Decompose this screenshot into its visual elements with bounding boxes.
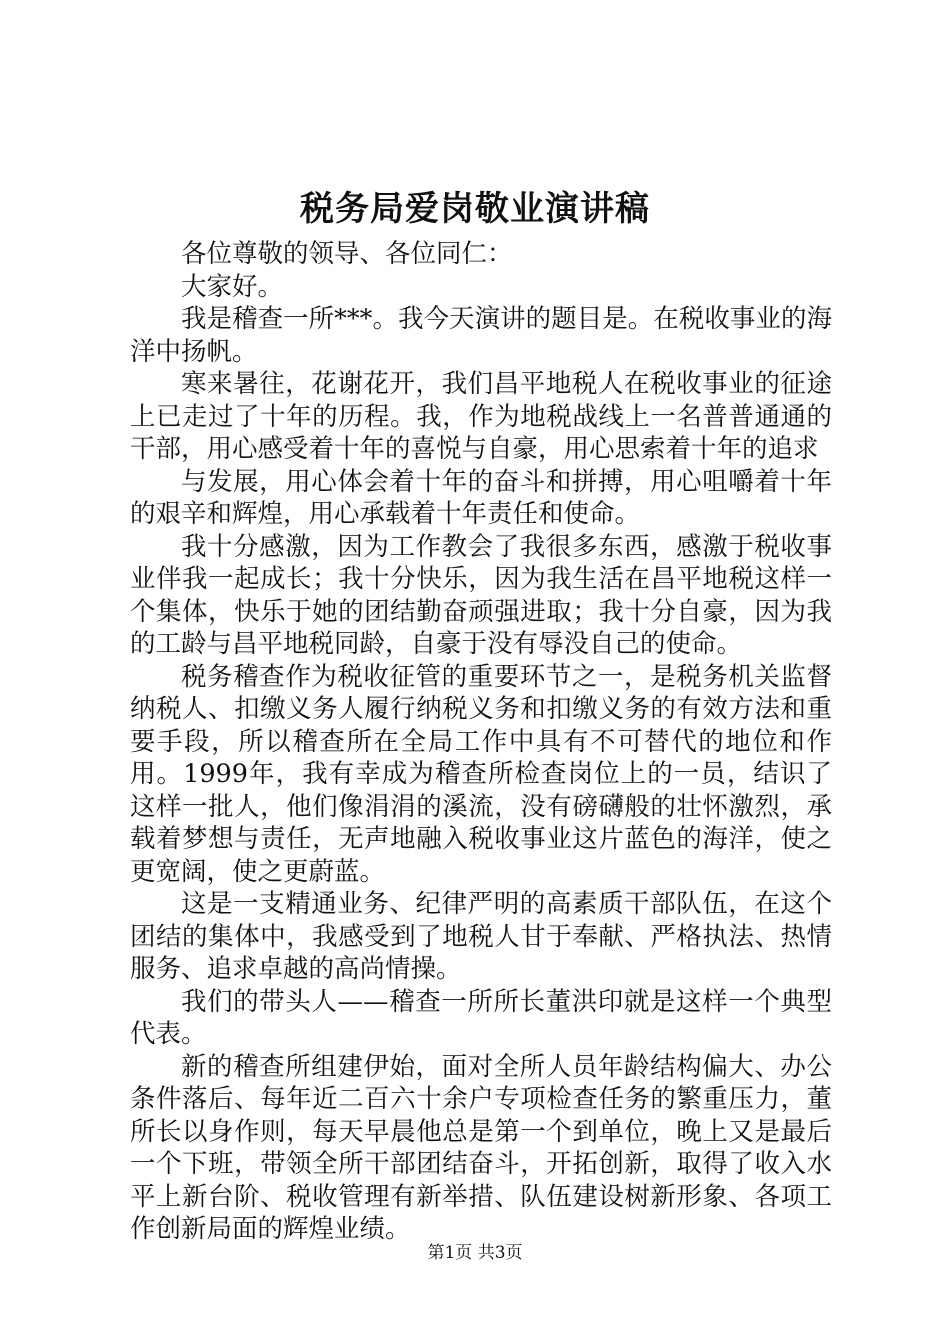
paragraph: 我十分感激，因为工作教会了我很多东西，感激于税收事业伴我一起成长；我十分快乐，因为我生活在昌平地税这样一个集体，快乐于她的团结勤奋顽强进取；我十分自豪，因为我的工龄与昌平地税同龄，自豪于没有辱没自己的使命。 bbox=[130, 531, 832, 659]
document-body bbox=[130, 238, 832, 1246]
document-title: 税务局爱岗敬业演讲稿 bbox=[300, 189, 650, 229]
paragraph: 新的稽查所组建伊始，面对全所人员年龄结构偏大、办公条件落后、每年近二百六十余户专项检查任务的繁重压力，董所长以身作则，每天早晨他总是第一个到单位，晚上又是最后一个下班，带领全所干部团结奋斗，开拓创新，取得了收入水平上新台阶、税收管理有新举措、队伍建设树新形象、各项工作创新局面的辉煌业绩。 bbox=[130, 1051, 832, 1244]
page-number-footer: 第1页 共3页 bbox=[427, 1243, 523, 1263]
paragraph: 我们的带头人——稽查一所所长董洪印就是这样一个典型代表。 bbox=[130, 986, 832, 1049]
paragraph: 税务稽查作为税收征管的重要环节之一，是税务机关监督纳税人、扣缴义务人履行纳税义务和扣缴义务的有效方法和重要手段，所以稽查所在全局工作中具有不可替代的地位和作用。1999年，我有幸成为稽查所检查岗位上的一员，结识了这样一批人，他们像涓涓的溪流，没有磅礴般的壮怀激烈，承载着梦想与责任，无声地融入税收事业这片蓝色的海洋，使之更宽阔，使之更蔚蓝。 bbox=[130, 661, 832, 887]
paragraph: 寒来暑往，花谢花开，我们昌平地税人在税收事业的征途上已走过了十年的历程。我，作为地税战线上一名普普通通的干部，用心感受着十年的喜悦与自豪，用心思索着十年的追求 bbox=[130, 369, 832, 464]
paragraph: 这是一支精通业务、纪律严明的高素质干部队伍，在这个团结的集体中，我感受到了地税人甘于奉献、严格执法、热情服务、追求卓越的高尚情操。 bbox=[130, 889, 832, 984]
paragraph-intro: 我是稽查一所***。我今天演讲的题目是。在税收事业的海洋中扬帆。 bbox=[130, 304, 832, 367]
paragraph-salutation: 各位尊敬的领导、各位同仁： bbox=[181, 239, 513, 269]
paragraph-greeting: 大家好。 bbox=[181, 271, 284, 302]
paragraph: 与发展，用心体会着十年的奋斗和拼搏，用心咀嚼着十年的艰辛和辉煌，用心承载着十年责任和使命。 bbox=[130, 466, 832, 529]
